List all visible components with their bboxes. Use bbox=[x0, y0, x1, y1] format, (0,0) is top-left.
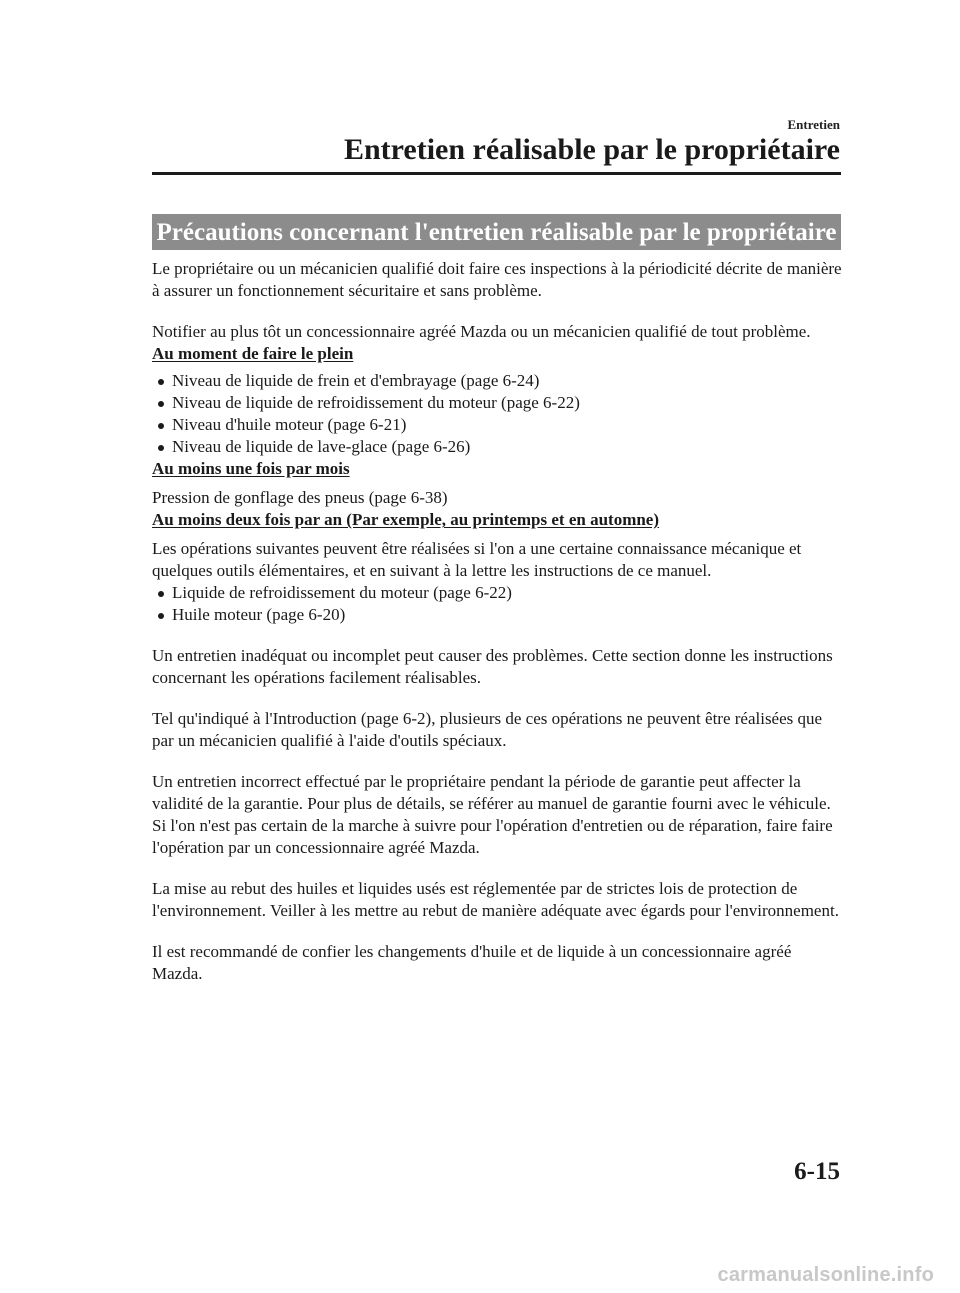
fuel-checklist bbox=[152, 370, 842, 458]
bullet-icon bbox=[158, 401, 164, 407]
biannual-checklist bbox=[152, 582, 842, 626]
biannual-text: Les opérations suivantes peuvent être réalisées si l'on a une certaine connaissance mécanique et quelques outils élémentaires, et en suivant à la lettre les instructions de ce manuel. bbox=[152, 539, 802, 580]
list-item: Liquide de refroidissement du moteur (page 6-22) bbox=[152, 582, 842, 604]
list-item: Huile moteur (page 6-20) bbox=[152, 604, 842, 626]
bullet-icon bbox=[158, 591, 164, 597]
list-item: Niveau de liquide de refroidissement du moteur (page 6-22) bbox=[152, 392, 842, 414]
subheading-fuel: Au moment de faire le plein bbox=[152, 344, 354, 363]
bullet-icon bbox=[158, 445, 164, 451]
paragraph-introduction-reference: Tel qu'indiqué à l'Introduction (page 6-2), plusieurs de ces opérations ne peuvent être réalisées que par un mécanicien qualifié à l'aide d'outils spéciaux. bbox=[152, 709, 823, 750]
paragraph-warranty: Un entretien incorrect effectué par le propriétaire pendant la période de garantie peut affecter la validité de la garantie. Pour plus de détails, se référer au manuel de garantie fourni avec le véhicule. Si l'on n'est pas certain de la marche à suivre pour l'opération d'entretien ou de réparation, faire faire l'opération par un concessionnaire agréé Mazda. bbox=[152, 772, 833, 857]
intro-paragraph-1: Le propriétaire ou un mécanicien qualifié doit faire ces inspections à la périodicité décrite de manière à assurer un fonctionnement sécuritaire et sans problème. bbox=[152, 259, 842, 300]
header-section-label: Entretien bbox=[787, 117, 840, 132]
bullet-icon bbox=[158, 423, 164, 429]
paragraph-inadequate-maintenance: Un entretien inadéquat ou incomplet peut causer des problèmes. Cette section donne les instructions concernant les opérations facilement réalisables. bbox=[152, 646, 833, 687]
page-number: 6-15 bbox=[794, 1158, 840, 1185]
paragraph-recommendation: Il est recommandé de confier les changements d'huile et de liquide à un concessionnaire agréé Mazda. bbox=[152, 942, 792, 983]
intro-paragraph-2: Notifier au plus tôt un concessionnaire agréé Mazda ou un mécanicien qualifié de tout problème. bbox=[152, 322, 811, 341]
subheading-biannual: Au moins deux fois par an (Par exemple, au printemps et en automne) bbox=[152, 510, 660, 529]
header-rule bbox=[152, 172, 841, 175]
list-item: Niveau de liquide de lave-glace (page 6-26) bbox=[152, 436, 842, 458]
page-body bbox=[152, 258, 842, 985]
section-banner: Précautions concernant l'entretien réalisable par le propriétaire bbox=[152, 214, 841, 250]
list-item: Niveau d'huile moteur (page 6-21) bbox=[152, 414, 842, 436]
header-title: Entretien réalisable par le propriétaire bbox=[343, 133, 840, 166]
monthly-text: Pression de gonflage des pneus (page 6-38) bbox=[152, 488, 448, 507]
list-item: Niveau de liquide de frein et d'embrayage (page 6-24) bbox=[152, 370, 842, 392]
watermark-text: carmanualsonline.info bbox=[717, 1264, 934, 1286]
subheading-monthly: Au moins une fois par mois bbox=[152, 459, 350, 478]
bullet-icon bbox=[158, 379, 164, 385]
paragraph-disposal: La mise au rebut des huiles et liquides usés est réglementée par de strictes lois de protection de l'environnement. Veiller à les mettre au rebut de manière adéquate avec égards pour l'environnement. bbox=[152, 879, 839, 920]
bullet-icon bbox=[158, 613, 164, 619]
